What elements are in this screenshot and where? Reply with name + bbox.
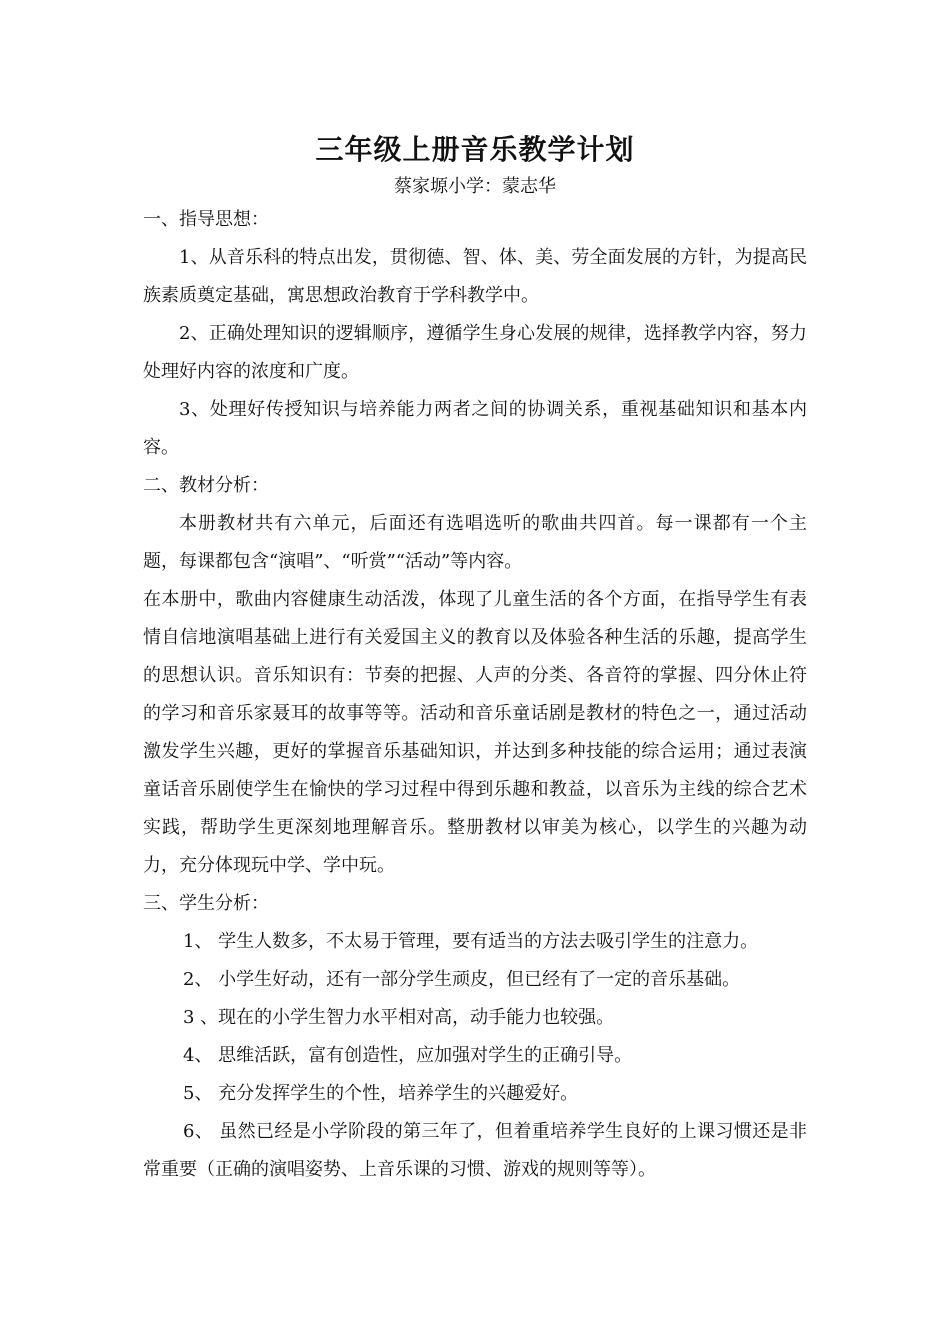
paragraph: 1、从音乐科的特点出发，贯彻德、智、体、美、劳全面发展的方针，为提高民族素质奠定基础，寓思想政治教育于学科教学中。 [143, 247, 807, 306]
list-item: 2、 小学生好动，还有一部分学生顽皮，但已经有了一定的音乐基础。 [183, 969, 741, 990]
list-item: 4、 思维活跃，富有创造性，应加强对学生的正确引导。 [183, 1045, 633, 1066]
list-item: 1、 学生人数多，不太易于管理，要有适当的方法去吸引学生的注意力。 [183, 931, 759, 952]
list-item: 5、 充分发挥学生的个性，培养学生的兴趣爱好。 [183, 1083, 579, 1104]
paragraph: 2、正确处理知识的逻辑顺序，遵循学生身心发展的规律，选择教学内容，努力处理好内容的浓度和广度。 [143, 323, 807, 382]
document-body [143, 201, 807, 1189]
section-heading-student-analysis: 三、学生分析： [143, 893, 269, 914]
list-item: 6、 虽然已经是小学阶段的第三年了，但着重培养学生良好的上课习惯还是非常重要（正确的演唱姿势、上音乐课的习惯、游戏的规则等等）。 [143, 1121, 807, 1180]
document-author: 蔡家塬小学：蒙志华 [394, 176, 556, 197]
section-heading-guiding-ideas: 一、指导思想： [143, 209, 269, 230]
list-item: 3 、现在的小学生智力水平相对高，动手能力也较强。 [183, 1007, 615, 1028]
paragraph: 在本册中，歌曲内容健康生动活泼，体现了儿童生活的各个方面，在指导学生有表情自信地演唱基础上进行有关爱国主义的教育以及体验各种生活的乐趣，提高学生的思想认识。音乐知识有：节奏的把握、人声的分类、各音符的掌握、四分休止符的学习和音乐家聂耳的故事等等。活动和音乐童话剧是教材的特色之一，通过活动激发学生兴趣，更好的掌握音乐基础知识，并达到多种技能的综合运用；通过表演童话音乐剧使学生在愉快的学习过程中得到乐趣和教益，以音乐为主线的综合艺术实践，帮助学生更深刻地理解音乐。整册教材以审美为核心，以学生的兴趣为动力，充分体现玩中学、学中玩。 [143, 589, 807, 876]
section-heading-textbook-analysis: 二、教材分析： [143, 475, 269, 496]
paragraph: 本册教材共有六单元，后面还有选唱选听的歌曲共四首。每一课都有一个主题，每课都包含“演唱”、“听赏”“活动”等内容。 [143, 513, 807, 572]
paragraph: 3、处理好传授知识与培养能力两者之间的协调关系，重视基础知识和基本内容。 [143, 399, 807, 458]
document-title: 三年级上册音乐教学计划 [315, 133, 635, 166]
